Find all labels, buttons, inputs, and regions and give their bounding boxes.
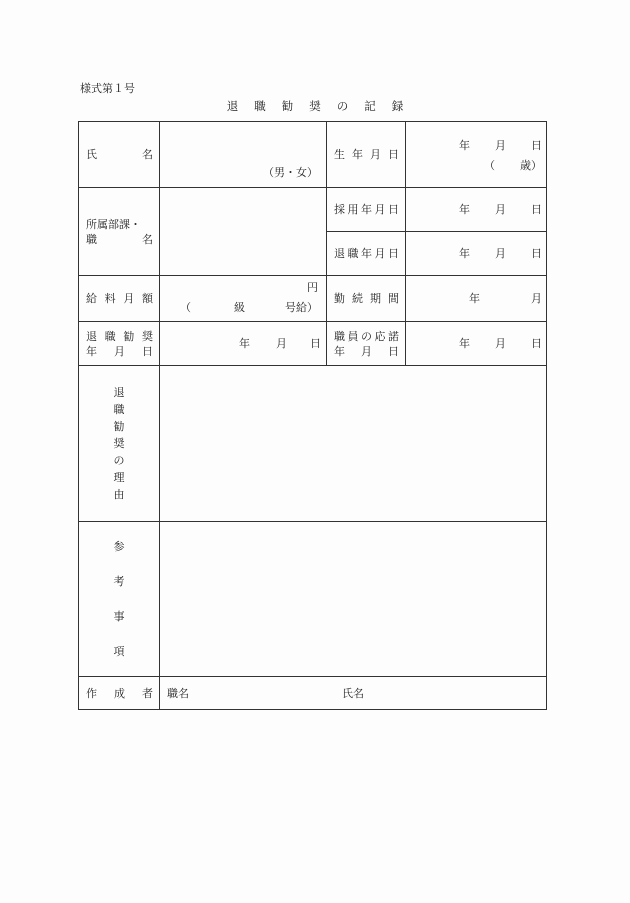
name-field[interactable] <box>160 122 327 188</box>
retirement-date-field[interactable] <box>406 232 547 276</box>
remarks-label: 参 考 事 項 <box>79 522 160 677</box>
year-unit: 年 <box>469 292 480 305</box>
service-period-field[interactable] <box>406 276 547 322</box>
service-period-label: 勤 続 期 間 <box>327 276 406 322</box>
grade-open-paren: （ <box>180 301 191 314</box>
author-name-label: 氏名 <box>342 687 364 700</box>
grade-unit: 級 <box>234 301 245 314</box>
retirement-date-label: 退 職 年 月 日 <box>327 232 406 276</box>
day-unit: 日 <box>531 203 542 216</box>
department-position-label: 所属部課・ 職 名 <box>79 188 160 276</box>
day-unit: 日 <box>531 139 542 152</box>
form-number: 様式第１号 <box>80 82 135 95</box>
reason-field[interactable] <box>160 366 547 522</box>
month-unit: 月 <box>531 292 542 305</box>
gender-choice[interactable]: （男・女） <box>263 166 318 179</box>
salary-field[interactable] <box>160 276 327 322</box>
form-title: 退職勧奨の記録 <box>226 99 420 113</box>
author-position-label: 職名 <box>167 687 189 700</box>
name-label: 氏 名 <box>79 122 160 188</box>
year-unit: 年 <box>459 247 470 260</box>
hire-date-label: 採 用 年 月 日 <box>327 188 406 232</box>
age-open-paren: （ <box>484 159 495 172</box>
year-unit: 年 <box>459 337 470 350</box>
age-unit: 歳） <box>520 159 542 172</box>
month-unit: 月 <box>495 203 506 216</box>
response-date-field[interactable] <box>406 322 547 366</box>
birth-date-field[interactable] <box>406 122 547 188</box>
month-unit: 月 <box>495 337 506 350</box>
recommendation-date-label: 退 職 勧 奨 年 月 日 <box>79 322 160 366</box>
year-unit: 年 <box>459 203 470 216</box>
author-label: 作 成 者 <box>79 677 160 710</box>
day-unit: 日 <box>531 337 542 350</box>
month-unit: 月 <box>495 247 506 260</box>
step-unit: 号給） <box>285 301 318 314</box>
response-date-label: 職 員 の 応 諾 年 月 日 <box>327 322 406 366</box>
recommendation-date-field[interactable] <box>160 322 327 366</box>
salary-label: 給 料 月 額 <box>79 276 160 322</box>
month-unit: 月 <box>276 337 287 350</box>
retirement-record-table <box>78 121 547 710</box>
day-unit: 日 <box>310 337 321 350</box>
year-unit: 年 <box>239 337 250 350</box>
day-unit: 日 <box>531 247 542 260</box>
yen-unit: 円 <box>307 281 318 294</box>
hire-date-field[interactable] <box>406 188 547 232</box>
month-unit: 月 <box>495 139 506 152</box>
birth-date-label: 生 年 月 日 <box>327 122 406 188</box>
author-field[interactable] <box>160 677 547 710</box>
reason-label: 退 職 勧 奨 の 理 由 <box>79 366 160 522</box>
department-position-field[interactable] <box>160 188 327 276</box>
year-unit: 年 <box>459 139 470 152</box>
remarks-field[interactable] <box>160 522 547 677</box>
